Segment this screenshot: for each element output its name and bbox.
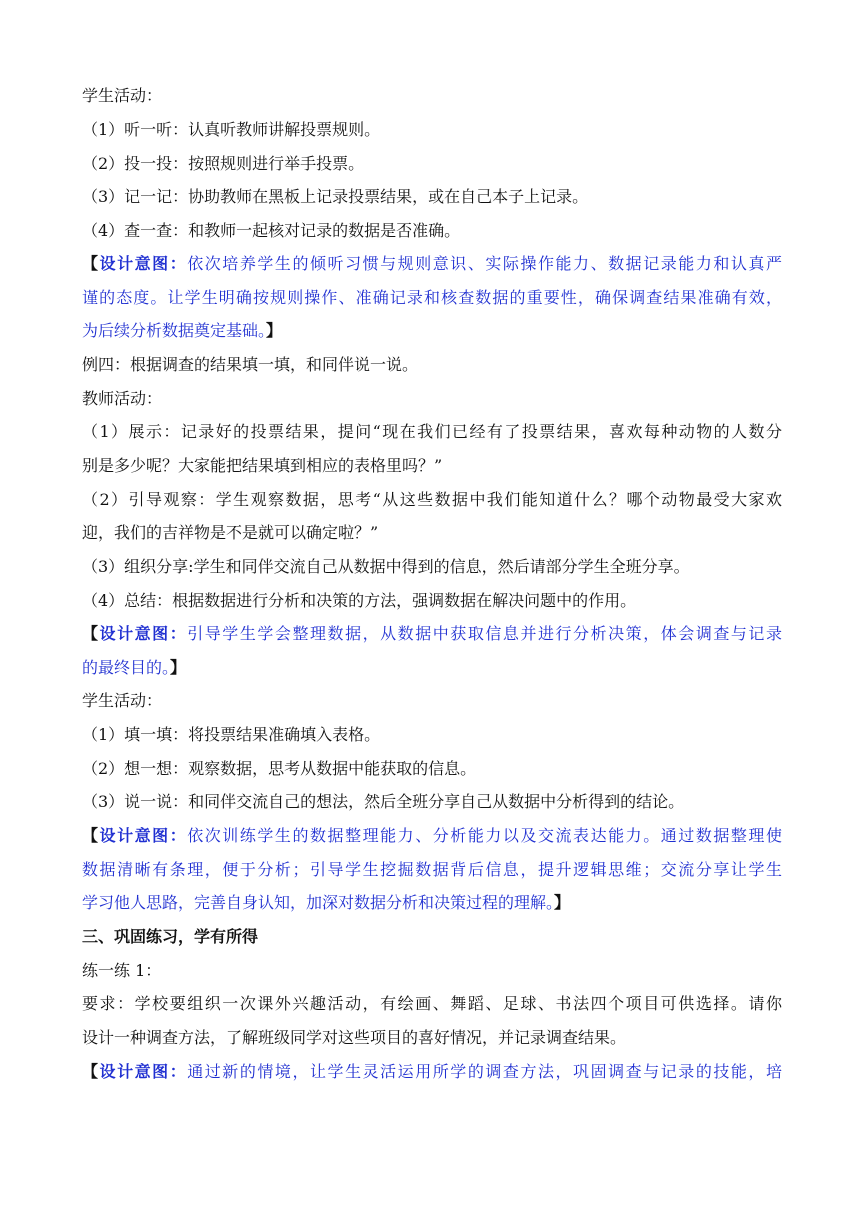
teacher-step-show-line-2: 别是多少呢？大家能把结果填到相应的表格里吗？”	[82, 456, 443, 475]
teacher-step-share: （3）组织分享:学生和同伴交流自己从数据中得到的信息，然后请部分学生全班分享。	[82, 557, 690, 576]
design-intent-4-line-1: 【设计意图：通过新的情境，让学生灵活运用所学的调查方法，巩固调查与记录的技能，培	[82, 1062, 782, 1081]
student-step-talk: （3）说一说：和同伴交流自己的想法，然后全班分享自己从数据中分析得到的结论。	[82, 792, 685, 811]
design-intent-3-line-1: 【设计意图：依次训练学生的数据整理能力、分析能力以及交流表达能力。通过数据整理使	[82, 826, 782, 845]
student-activity-heading: 学生活动：	[82, 86, 163, 105]
student-activity-heading-2: 学生活动：	[82, 691, 163, 710]
section-3-heading: 三、巩固练习，学有所得	[82, 927, 259, 946]
student-step-check: （4）查一查：和教师一起核对记录的数据是否准确。	[82, 221, 461, 240]
teacher-step-show-line-1: （1）展示：记录好的投票结果，提问“现在我们已经有了投票结果，喜欢每种动物的人数分	[82, 422, 782, 441]
bracket-close: 】	[266, 321, 283, 340]
teacher-step-summary: （4）总结：根据数据进行分析和决策的方法，强调数据在解决问题中的作用。	[82, 591, 637, 610]
design-intent-1-line-3: 为后续分析数据奠定基础。】	[82, 321, 283, 340]
student-step-record: （3）记一记：协助教师在黑板上记录投票结果，或在自己本子上记录。	[82, 187, 589, 206]
bracket-open: 【	[82, 254, 100, 273]
example-4-heading: 例四：根据调查的结果填一填，和同伴说一说。	[82, 355, 419, 374]
teacher-activity-heading: 教师活动：	[82, 389, 163, 408]
design-intent-3-line-2: 数据清晰有条理，便于分析；引导学生挖掘数据背后信息，提升逻辑思维；交流分享让学生	[82, 860, 782, 879]
student-step-listen: （1）听一听：认真听教师讲解投票规则。	[82, 120, 381, 139]
teacher-step-observe-line-2: 迎，我们的吉祥物是不是就可以确定啦？”	[82, 523, 379, 542]
student-step-fill: （1）填一填：将投票结果准确填入表格。	[82, 725, 381, 744]
design-intent-1-line-2: 谨的态度。让学生明确按规则操作、准确记录和核查数据的重要性，确保调查结果准确有效，	[82, 288, 782, 307]
design-intent-1-line-1: 【设计意图：依次培养学生的倾听习惯与规则意识、实际操作能力、数据记录能力和认真严	[82, 254, 782, 273]
design-intent-2-line-2: 的最终目的。】	[82, 658, 187, 677]
practice-1-requirement-line-2: 设计一种调查方法，了解班级同学对这些项目的喜好情况，并记录调查结果。	[82, 1028, 627, 1047]
teacher-step-observe-line-1: （2）引导观察：学生观察数据，思考“从这些数据中我们能知道什么？哪个动物最受大家欢	[82, 490, 782, 509]
student-step-think: （2）想一想：观察数据，思考从数据中能获取的信息。	[82, 759, 477, 778]
student-step-vote: （2）投一投：按照规则进行举手投票。	[82, 154, 365, 173]
practice-1-heading: 练一练 1：	[82, 961, 162, 980]
design-intent-2-line-1: 【设计意图：引导学生学会整理数据，从数据中获取信息并进行分析决策，体会调查与记录	[82, 624, 782, 643]
design-intent-label: 设计意图：	[99, 254, 188, 273]
design-intent-3-line-3: 学习他人思路，完善自身认知，加深对数据分析和决策过程的理解。】	[82, 893, 571, 912]
practice-1-requirement-line-1: 要求：学校要组织一次课外兴趣活动，有绘画、舞蹈、足球、书法四个项目可供选择。请你	[82, 994, 782, 1013]
